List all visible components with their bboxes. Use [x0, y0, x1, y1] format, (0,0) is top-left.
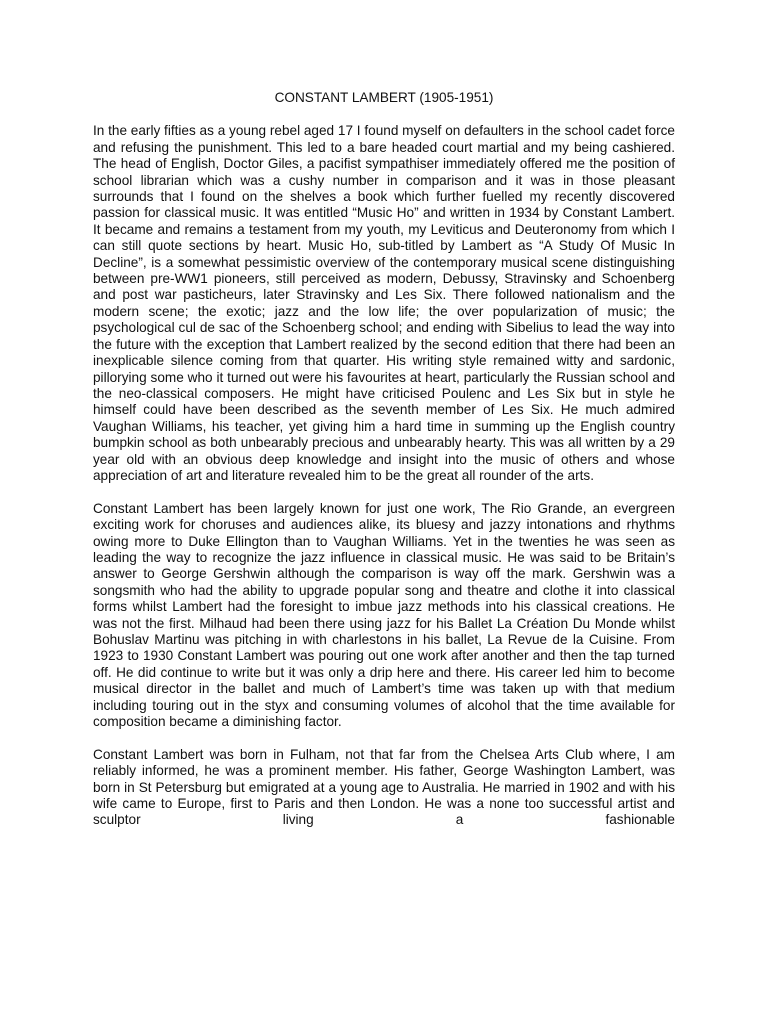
document-title: CONSTANT LAMBERT (1905-1951) — [274, 90, 494, 105]
document-page — [93, 90, 675, 829]
body-paragraph-3: Constant Lambert was born in Fulham, not that far from the Chelsea Arts Club where, I am reliably informed, he was a prominent member. His father, George Washington Lambert, was born in St Petersburg but emigrated at a young age to Australia. He married in 1902 and with his wife came to Europe, first to Paris and then London. He was a none too successful artist and sculptor living a fashionable — [93, 746, 675, 828]
body-paragraph-2: Constant Lambert has been largely known for just one work, The Rio Grande, an evergreen exciting work for choruses and audiences alike, its bluesy and jazzy intonations and rhythms owing more to Duke Ellington than to Vaughan Williams. Yet in the twenties he was seen as leading the way to recognize the jazz influence in classical music. He was said to be Britain’s answer to George Gershwin although the comparison is way off the mark. Gershwin was a songsmith who had the ability to upgrade popular song and theatre and clothe it into classical forms whilst Lambert had the foresight to imbue jazz methods into his classical creations. He was not the first. Milhaud had been there using jazz for his Ballet La Création Du Monde whilst Bohuslav Martinu was pitching in with charlestons in his ballet, La Revue de la Cuisine. From 1923 to 1930 Constant Lambert was pouring out one work after another and then the tap turned off. He did continue to write but it was only a drip here and there. His career led him to become musical director in the ballet and much of Lambert’s time was taken up with that medium including touring out in the styx and consuming volumes of alcohol that the time available for composition became a diminishing factor. — [93, 500, 675, 730]
body-paragraph-1: In the early fifties as a young rebel aged 17 I found myself on defaulters in the school cadet force and refusing the punishment. This led to a bare headed court martial and my being cashiered. The head of English, Doctor Giles, a pacifist sympathiser immediately offered me the position of school librarian which was a cushy number in comparison and it was in those pleasant surrounds that I found on the shelves a book which further fuelled my recently discovered passion for classical music. It was entitled “Music Ho” and written in 1934 by Constant Lambert. It became and remains a testament from my youth, my Leviticus and Deuteronomy from which I can still quote sections by heart. Music Ho, sub-titled by Lambert as “A Study Of Music In Decline”, is a somewhat pessimistic overview of the contemporary musical scene distinguishing between pre-WW1 pioneers, still perceived as modern, Debussy, Stravinsky and Schoenberg and post war pasticheurs, later Stravinsky and Les Six. There followed nationalism and the modern scene; the exotic; jazz and the low life; the over popularization of music; the psychological cul de sac of the Schoenberg school; and ending with Sibelius to lead the way into the future with the exception that Lambert realized by the second edition that there had been an inexplicable silence coming from that quarter. His writing style remained witty and sardonic, pillorying some who it turned out were his favourites at heart, particularly the Russian school and the neo-classical composers. He might have criticised Poulenc and Les Six but in style he himself could have been described as the seventh member of Les Six. He much admired Vaughan Williams, his teacher, yet giving him a hard time in summing up the English country bumpkin school as both unbearably precious and unbearably hearty. This was all written by a 29 year old with an obvious deep knowledge and insight into the music of others and whose appreciation of art and literature revealed him to be the great all rounder of the arts. — [93, 123, 675, 483]
